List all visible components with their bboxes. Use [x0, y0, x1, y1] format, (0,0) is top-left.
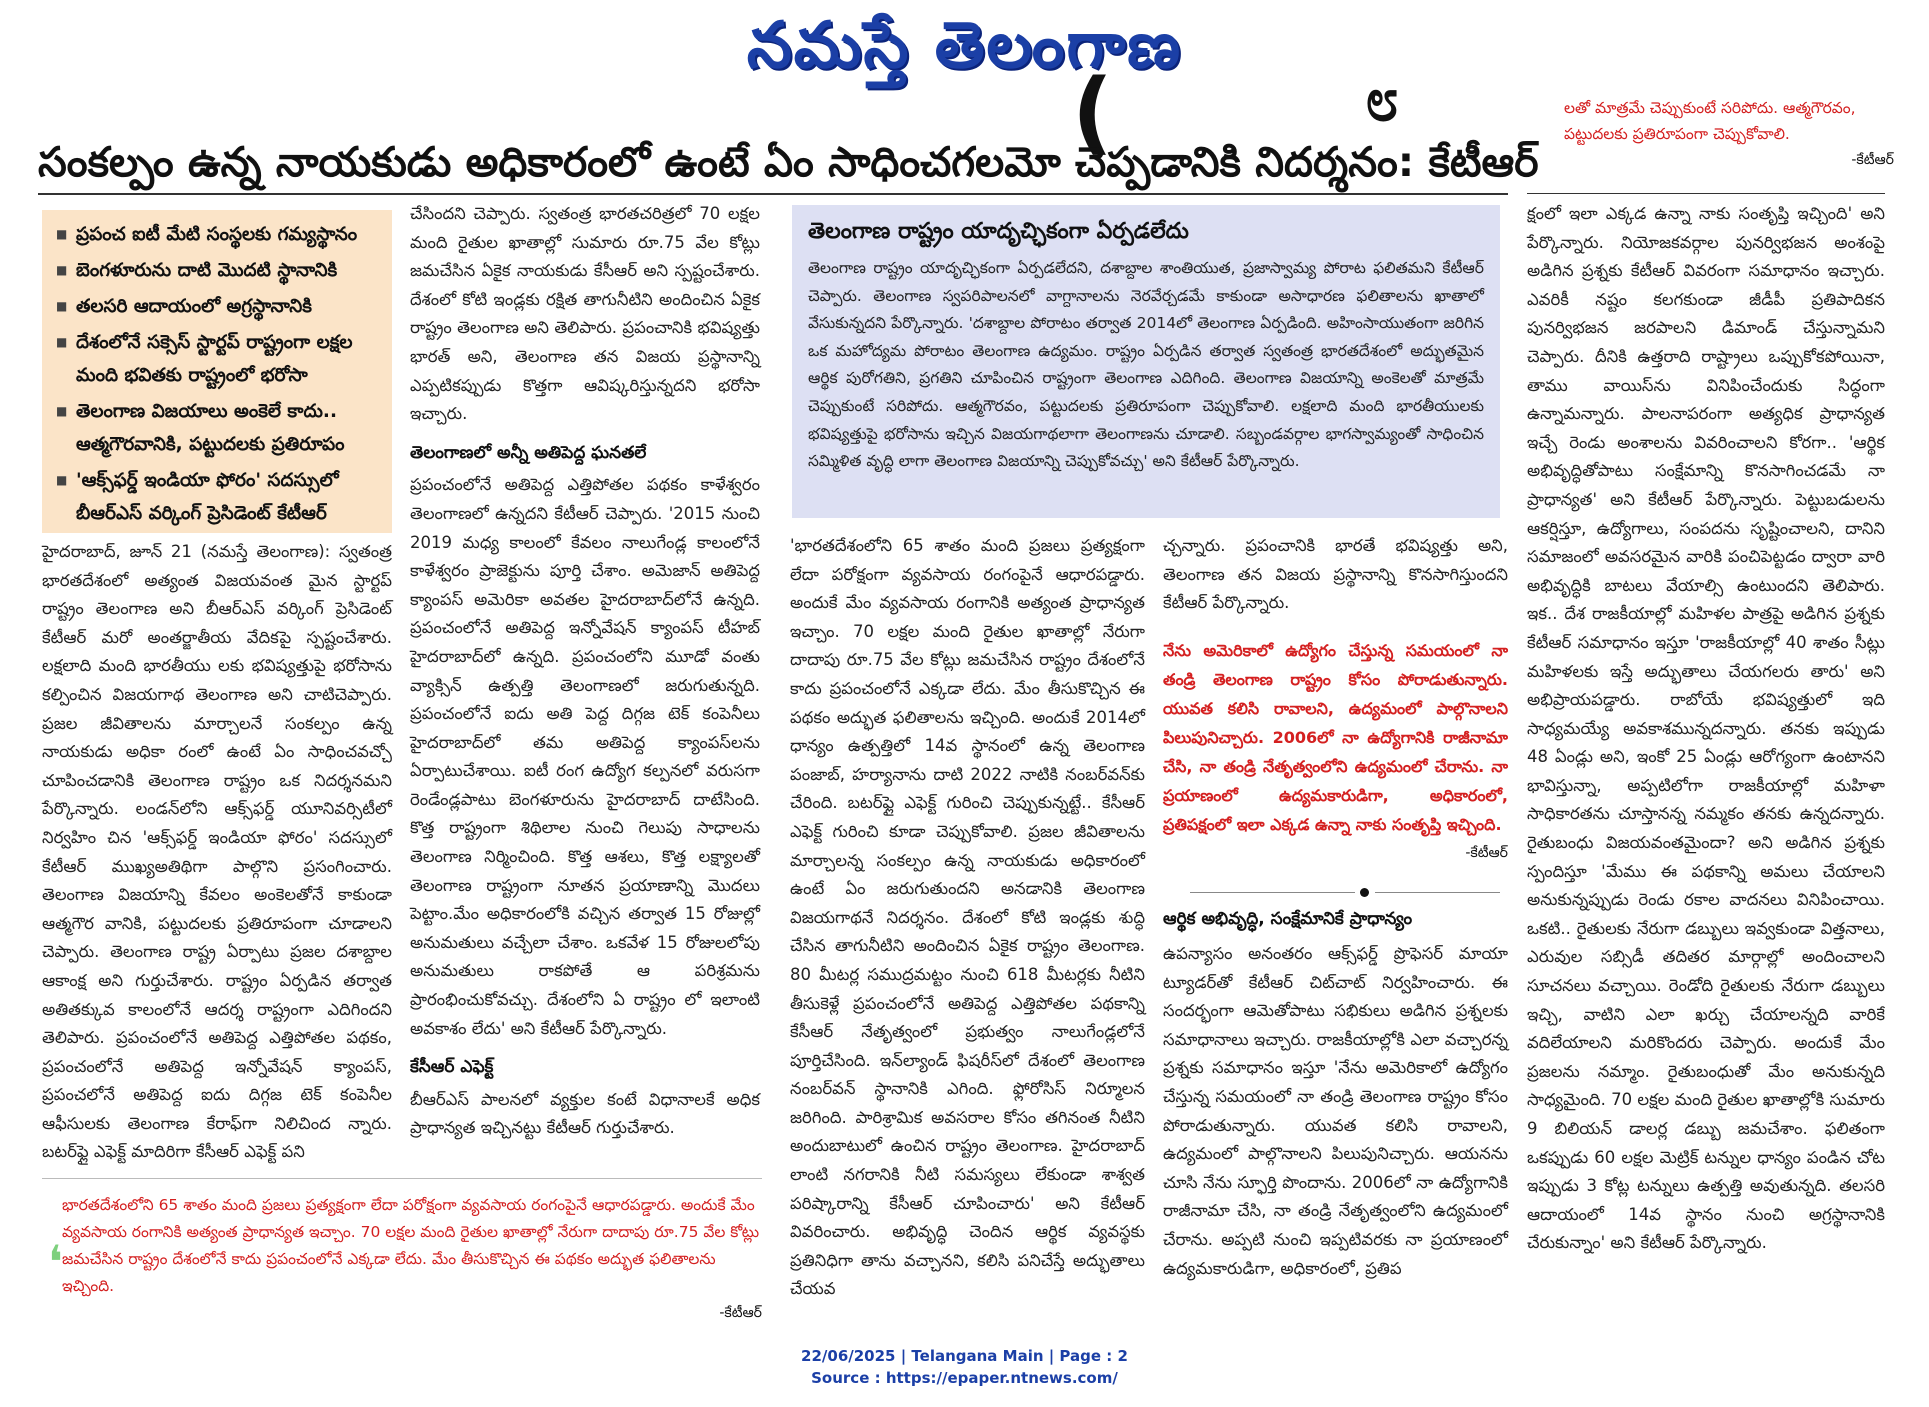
- highlight-item: ■ తలసరి ఆదాయంలో అగ్రస్థానానికి: [56, 290, 382, 323]
- pull-quote-byline: -కేటీఆర్: [1465, 844, 1508, 861]
- section-divider-line-right: [1375, 892, 1500, 893]
- bottom-divider: [42, 1178, 762, 1179]
- headline-divider: [38, 193, 1508, 195]
- article-column-5: క్షంలో ఇలా ఎక్కడ ఉన్నా నాకు సంతృప్తి ఇచ్చింది' అని పేర్కొన్నారు. నియోజకవర్గాల పునర్విభజన అంశంపై అడిగిన ప్రశ్నకు కేటీఆర్ వివరంగా సమాధానం ఇచ్చారు. ఎవరికీ నష్టం కలగకుండా జీడీపీ ప్రతిపాదికన పునర్విభజన జరపాలని డిమాండ్ చేస్తున్నామని చెప్పారు. దీనికి ఉత్తరాది రాష్ట్రాలు ఒప్పుకోకపోయినా, తాము వాయిస్‌ను వినిపించేందుకు సిద్ధంగా ఉన్నామన్నారు. పాలనాపరంగా అత్యధిక ప్రాధాన్యత ఇచ్చే రెండు అంశాలను వివరించాలని కోరగా.. 'ఆర్థిక అభివృద్ధితోపాటు సంక్షేమాన్ని కొనసాగించడమే నా ప్రాధాన్యత' అని కేటీఆర్ పేర్కొన్నారు. పెట్టుబడులను ఆకర్షిస్తూ, ఉద్యోగాలు, సంపదను సృష్టించాలని, దానిని సమాజంలో అవసరమైన వారికి పంచిపెట్టడం ద్వారా వారి అభివృద్ధికి బాటలు వేయాల్సి ఉంటుందని తెలిపారు. ఇక.. దేశ రాజకీయాల్లో మహిళల పాత్రపై అడిగిన ప్రశ్నకు కేటీఆర్ సమాధానం ఇస్తూ 'రాజకీయాల్లో 40 శాతం సీట్లు మహిళలకు ఇస్తే అద్భుతాలు చేయగలరు తారు' అని అభిప్రాయపడ్డారు. రాబోయే భవిష్యత్తులో ఇది సాధ్యమయ్యే అవకాశమున్నదన్నారు. తనకు ఇప్పుడు 48 ఏండ్లు అని, ఇంకో 25 ఏండ్లు ఆరోగ్యంగా ఉంటానని భావిస్తున్నా, అప్పటిలోగా రాజకీయాల్లో మహిళా సాధికారతను చూస్తానన్న నమ్మకం తనకు ఉన్నదన్నారు. రైతుబంధు విజయవంతమైందా? అని అడిగిన ప్రశ్నకు స్పందిస్తూ 'మేము ఈ పథకాన్ని అమలు చేయాలని అనుకున్నప్పుడు రెండు రకాల వాదనలు వినిపించాయి. ఒకటి.. రైతులకు నేరుగా డబ్బులు ఇవ్వకుండా విత్తనాలు, ఎరువుల సబ్సిడీ తదితర మార్గాల్లో అందించాలని సూచనలు వచ్చాయి. రెండోది రైతులకు నేరుగా డబ్బులు ఇచ్చి, వాటిని ఎలా ఖర్చు చేయాలన్నది వారికే వదిలేయాలని మరికొందరు చెప్పారు. అందుకే మేం ప్రజలను నమ్మాం. రైతుబంధుతో మేం అనుకున్నది సాధ్యమైంది. 70 లక్షల మంది రైతుల ఖాతాల్లోకి సుమారు 9 బిలియన్ డాలర్ల డబ్బు జమచేశాం. ఫలితంగా ఒకప్పుడు 60 లక్షల మెట్రిక్ టన్నుల ధాన్యం పండిన చోట ఇప్పుడు 3 కోట్ల టన్నులు ఉత్పత్తి అవుతున్నది. తలసరి ఆదాయంలో 14వ స్థానం నుంచి అగ్రస్థానానికి చేరుకున్నాం' అని కేటీఆర్ పేర్కొన్నారు.: [1527, 204, 1885, 1253]
- column-2-paragraph-1: చేసిందని చెప్పారు. స్వతంత్ర భారతచరిత్రలో 70 లక్షల మంది రైతుల ఖాతాల్లో సుమారు రూ.75 వేల కోట్లు జమచేసిన ఏకైక నాయకుడు కేసీఆర్ అని స్పష్టంచేశారు. దేశంలో కోటి ఇండ్లకు రక్షిత తాగునీటిని అందించిన ఏకైక రాష్ట్రం తెలంగాణ అని తెలిపారు. ప్రపంచానికి భవిష్యత్తు భారత్ అని, తెలంగాణ తన విజయ ప్రస్థానాన్ని ఎప్పటికప్పుడు కొత్తగా ఆవిష్కరిస్తున్నదని భరోసా ఇచ్చారు.: [410, 204, 760, 424]
- bottom-quote-text: భారతదేశంలోని 65 శాతం మంది ప్రజలు ప్రత్యక్షంగా లేదా పరోక్షంగా వ్యవసాయ రంగంపైనే ఆధారపడ్డారు. అందుకే మేం వ్యవసాయ రంగానికి అత్యంత ప్రాధాన్యత ఇచ్చాం. 70 లక్షల మంది రైతుల ఖాతాల్లో నేరుగా దాదాపు రూ.75 వేల కోట్లు జమచేసిన రాష్ట్రం దేశంలోనే కాదు ప్రపంచంలోనే ఎక్కడా లేదు. మేం తీసుకొచ్చిన ఈ పథకం అద్భుత ఫలితాలను ఇచ్చింది.: [62, 1196, 760, 1295]
- column-2-paragraph-2: ప్రపంచంలోనే అతిపెద్ద ఎత్తిపోతల పథకం కాళేశ్వరం తెలంగాణలో ఉన్నదని కేటీఆర్ చెప్పారు. '2015 నుంచి 2019 మధ్య కాలంలో కేవలం నాలుగేండ్ల కాలంలోనే కాళేశ్వరం ప్రాజెక్టును పూర్తి చేశాం. అమెజాన్ అతిపెద్ద క్యాంపస్ అమెరికా అవతల హైదరాబాద్‌లోనే ఉన్నది. ప్రపంచంలోనే అతిపెద్ద ఇన్నోవేషన్ క్యాంపస్ టీహబ్ హైదరాబాద్‌లో ఉన్నది. ప్రపంచంలోని మూడో వంతు వ్యాక్సిన్ ఉత్పత్తి తెలంగాణలో జరుగుతున్నది. ప్రపంచంలోనే ఐదు అతి పెద్ద దిగ్గజ టెక్ కంపెనీలు హైదరాబాద్‌లో తమ అతిపెద్ద క్యాంపస్‌లను ఏర్పాటుచేశాయి. ఐటీ రంగ ఉద్యోగ కల్పనలో వరుసగా రెండేండ్లపాటు బెంగళూరును హైదరాబాద్ దాటేసింది. కొత్త రాష్ట్రంగా శిథిలాల నుంచి గెలుపు సాధాలను తెలంగాణ నిర్మించింది. కొత్త ఆశలు, కొత్త లక్ష్యాలతో తెలంగాణ రాష్ట్రంగా నూతన ప్రయాణాన్ని మొదలు పెట్టాం.మేం అధికారంలోకి వచ్చిన తర్వాత 15 రోజుల్లో అనుమతులు వచ్చేలా చేశాం. ఒకవేళ 15 రోజులలోపు అనుమతులు రాకపోతే ఆ పరిశ్రమను ప్రారంభించుకోవచ్చు. దేశంలోని ఏ రాష్ట్రం లో ఇలాంటి అవకాశం లేదు' అని కేటీఆర్ పేర్కొన్నారు.: [410, 475, 760, 1038]
- quote-mark-icon: ❛: [48, 1235, 63, 1289]
- article-column-3: 'భారతదేశంలోని 65 శాతం మంది ప్రజలు ప్రత్యక్షంగా లేదా పరోక్షంగా వ్యవసాయ రంగంపైనే ఆధారపడ్డారు. అందుకే మేం వ్యవసాయ రంగానికి అత్యంత ప్రాధాన్యత ఇచ్చాం. 70 లక్షల మంది రైతుల ఖాతాల్లో నేరుగా దాదాపు రూ.75 వేల కోట్లు జమచేసిన రాష్ట్రం దేశంలోనే కాదు ప్రపంచంలోనే ఎక్కడా లేదు. మేం తీసుకొచ్చిన ఈ పథకం అద్భుత ఫలితాలను ఇచ్చింది. అందుకే 2014లో ధాన్యం ఉత్పత్తిలో 14వ స్థానంలో ఉన్న తెలంగాణ పంజాబ్, హర్యానాను దాటి 2022 నాటికి నంబర్‌వన్‌కు చేరింది. బటర్‌ఫ్లై ఎఫెక్ట్ గురించి చెప్పుకున్నట్టే.. కేసీఆర్ ఎఫెక్ట్ గురించి కూడా చెప్పుకోవాలి. ప్రజల జీవితాలను మార్చాలన్న సంకల్పం ఉన్న నాయకుడు అధికారంలో ఉంటే ఏం జరుగుతుందని అనడానికి తెలంగాణ విజయగాథనే నిదర్శనం. దేశంలో కోటి ఇండ్లకు శుద్ధి చేసిన తాగునీటిని అందించిన ఏకైక రాష్ట్రం తెలంగాణ. 80 మీటర్ల సముద్రమట్టం నుంచి 618 మీటర్లకు నీటిని తీసుకెళ్లే ప్రపంచంలోనే అతిపెద్ద ఎత్తిపోతల పథకాన్ని కేసీఆర్ నేతృత్వంలో ప్రభుత్వం నాలుగేండ్లలోనే పూర్తిచేసింది. ఇన్‌ల్యాండ్ ఫిషరీస్‌లో దేశంలో తెలంగాణ నంబర్‌వన్ స్థానానికి ఎగింది. ఫ్లోరోసిస్ నిర్మూలన జరిగింది. పారిశ్రామిక అవసరాల కోసం తగినంత నీటిని అందుబాటులో ఉంచిన రాష్ట్రం తెలంగాణ. హైదరాబాద్ లాంటి నగరానికి నీటి సమస్యలు లేకుండా శాశ్వత పరిష్కారాన్ని కేసీఆర్ చూపించారు' అని కేటీఆర్ వివరించారు. అభివృద్ధి చెందిన ఆర్థిక వ్యవస్థకు ప్రతినిధిగా తాను వచ్చానని, కలిసి పనిచేస్తే అద్భుతాలు చేయవ: [790, 536, 1145, 1299]
- main-headline: సంకల్పం ఉన్న నాయకుడు అధికారంలో ఉంటే ఏం సాధించగలమో చెప్పడానికి నిదర్శనం: కేటీఆర్: [38, 138, 1539, 186]
- highlight-item: ■ ప్రపంచ ఐటీ మేటి సంస్థలకు గమ్యస్థానం: [56, 218, 382, 251]
- column-4-paragraph-2: ఉపన్యాసం అనంతరం ఆక్స్‌ఫర్డ్ ప్రొఫెసర్ మాయా ట్యూడర్‌తో కేటీఆర్ చిట్‌చాట్ నిర్వహించారు. ఈ సందర్భంగా ఆమెతోపాటు సభికులు అడిగిన ప్రశ్నలకు సమాధానాలు ఇచ్చారు. రాజకీయాల్లోకి ఎలా వచ్చారన్న ప్రశ్నకు సమాధానం ఇస్తూ 'నేను అమెరికాలో ఉద్యోగం చేస్తున్న సమయంలో నా తండ్రి తెలంగాణ రాష్ట్రం కోసం పోరాడుతున్నారు. యువత కలిసి రావాలని, ఉద్యమంలో పాల్గొనాలని పిలుపునిచ్చారు. ఆయనను చూసి నేను స్ఫూర్తి పొందాను. 2006లో నా ఉద్యోగానికి రాజీనామా చేసి, నా తండ్రి నేతృత్వంలోని ఉద్యమంలో చేరాను. అప్పటి నుంచి ఇప్పటివరకు నా ప్రయాణంలో ఉద్యమకారుడిగా, అధికారంలో, ప్రతిప: [1163, 943, 1508, 1278]
- highlights-list: [56, 218, 382, 530]
- decorative-glyph-left: (: [1072, 60, 1114, 165]
- column-4-paragraph-1: చ్చన్నారు. ప్రపంచానికి భారతే భవిష్యత్తు అని, తెలంగాణ తన విజయ ప్రస్థానాన్ని కొనసాగిస్తుందని కేటీఆర్ పేర్కొన్నారు.: [1163, 536, 1508, 613]
- highlight-item: ■ తెలంగాణ విజయాలు అంకెలే కాదు.. ఆత్మగౌరవానికి, పట్టుదలకు ప్రతిరూపం: [56, 395, 382, 461]
- top-quote-divider: [1527, 193, 1885, 194]
- section-divider-line-left: [1190, 892, 1355, 893]
- subheading-economic-development: ఆర్థిక అభివృద్ధి, సంక్షేమానికే ప్రాధాన్యం: [1163, 909, 1413, 930]
- top-quote: [1564, 95, 1894, 173]
- highlight-item: ■ దేశంలోనే సక్సెస్ స్టార్టప్ రాష్ట్రంగా లక్షల మంది భవితకు రాష్ట్రంలో భరోసా: [56, 326, 382, 392]
- subheading-biggest-achievements: తెలంగాణలో అన్నీ అతిపెద్ద ఘనతలే: [410, 442, 647, 463]
- top-quote-text: లతో మాత్రమే చెప్పుకుంటే సరిపోదు. ఆత్మగౌరవం, పట్టుదలకు ప్రతిరూపంగా చెప్పుకోవాలి.: [1564, 99, 1856, 143]
- footer-source-link[interactable]: Source : https://epaper.ntnews.com/: [811, 1369, 1118, 1387]
- article-column-1: హైదరాబాద్, జూన్ 21 (నమస్తే తెలంగాణ): స్వతంత్ర భారతదేశంలో అత్యంత విజయవంత మైన స్టార్టప్ రాష్ట్రం తెలంగాణ అని బీఆర్‌ఎస్ వర్కింగ్ ప్రెసిడెంట్ కేటీఆర్ మరో అంతర్జాతీయ వేదికపై స్పష్టంచేశారు. లక్షలాది మంది భారతీయు లకు భవిష్యత్తుపై భరోసాను కల్పించిన విజయగాథ తెలంగాణ అని చాటిచెప్పారు. ప్రజల జీవితాలను మార్చాలనే సంకల్పం ఉన్న నాయకుడు అధికా రంలో ఉంటే ఏం సాధించవచ్చో చూపించడానికి తెలంగాణ రాష్ట్రం ఒక నిదర్శనమని పేర్కొన్నారు. లండన్‌లోని ఆక్స్‌ఫర్డ్ యూనివర్సిటీలో నిర్వహిం చిన 'ఆక్స్‌ఫర్డ్ ఇండియా ఫోరం' సదస్సులో కేటీఆర్ ముఖ్యఅతిథిగా పాల్గొని ప్రసంగించారు. తెలంగాణ విజయాన్ని కేవలం అంకెలతోనే కాకుండా ఆత్మగౌర వానికి, పట్టుదలకు ప్రతిరూపంగా చూడాలని చెప్పారు. తెలంగాణ రాష్ట్ర ఏర్పాటు ప్రజల దశాబ్దాల ఆకాంక్ష అని గుర్తుచేశారు. రాష్ట్రం ఏర్పడిన తర్వాత అతితక్కువ కాలంలోనే ఆదర్శ రాష్ట్రంగా ఎదిగిందని తెలిపారు. ప్రపంచంలోనే అతిపెద్ద ఎత్తిపోతల పథకం, ప్రపంచంలోనే అతిపెద్ద ఇన్నోవేషన్ క్యాంపస్, ప్రపంచలోనే అతిపెద్ద ఐదు దిగ్గజ టెక్ కంపెనీల ఆఫీసులకు తెలంగాణ కేరాఫ్‌గా నిలిచింద న్నారు. బటర్‌ఫ్లై ఎఫెక్ట్ మాదిరిగా కేసీఆర్ ఎఫెక్ట్ పని: [42, 542, 392, 1162]
- pull-quote: నేను అమెరికాలో ఉద్యోగం చేస్తున్న సమయంలో నా తండ్రి తెలంగాణ రాష్ట్రం కోసం పోరాడుతున్నారు. యువత కలిసి రావాలని, ఉద్యమంలో పాల్గొనాలని పిలుపునిచ్చారు. 2006లో నా ఉద్యోగానికి రాజీనామా చేసి, నా తండ్రి నేతృత్వంలోని ఉద్యమంలో చేరాను. నా ప్రయాణంలో ఉద్యమకారుడిగా, అధికారంలో, ప్రతిపక్షంలో ఇలా ఎక్కడ ఉన్నా నాకు సంతృప్తి ఇచ్చింది.: [1163, 640, 1508, 834]
- article-column-2: [410, 200, 760, 1143]
- subheading-kcr-effect: కేసీఆర్ ఎఫెక్ట్: [410, 1057, 494, 1078]
- bottom-quote-byline: -కేటీఆర్: [719, 1305, 762, 1321]
- decorative-glyph-right: ೮: [1365, 65, 1399, 135]
- column-2-paragraph-3: బీఆర్‌ఎస్ పాలనలో వ్యక్తుల కంటే విధానాలకే అధిక ప్రాధాన్యత ఇచ్చినట్టు కేటీఆర్ గుర్తుచేశారు.: [410, 1089, 760, 1138]
- newspaper-masthead: నమస్తే తెలంగాణ: [746, 8, 1183, 83]
- highlight-box-telangana: [792, 205, 1500, 518]
- footer-date-edition: 22/06/2025 | Telangana Main | Page : 2: [801, 1347, 1128, 1365]
- article-column-4: [1163, 532, 1508, 1283]
- section-divider-dot: [1360, 888, 1369, 897]
- highlights-box: [42, 210, 392, 533]
- highlight-item: ■ బెంగళూరును దాటి మొదటి స్థానానికి: [56, 254, 382, 287]
- page-footer: [0, 1345, 1929, 1389]
- box-title: తెలంగాణ రాష్ట్రం యాదృచ్ఛికంగా ఏర్పడలేదు: [808, 219, 1189, 244]
- box-body: తెలంగాణ రాష్ట్రం యాదృచ్ఛికంగా ఏర్పడలేదని, దశాబ్దాల శాంతియుత, ప్రజాస్వామ్య పోరాట ఫలితమని కేటీఆర్ చెప్పారు. తెలంగాణ స్వపరిపాలనలో వాగ్దానాలను నెరవేర్చడమే కాకుండా అసాధారణ ఫలితాలను ఖాతాలో వేసుకున్నదని పేర్కొన్నారు. 'దశాబ్దాల పోరాటం తర్వాత 2014లో తెలంగాణ ఏర్పడింది. అహింసాయుతంగా జరిగిన ఒక మహోద్యమ పోరాటం తెలంగాణ ఉద్యమం. రాష్ట్రం ఏర్పడిన తర్వాత స్వతంత్ర భారతదేశంలో అద్భుతమైన ఆర్థిక పురోగతిని, ప్రగతిని చూపించిన రాష్ట్రంగా తెలంగాణ ఎదిగింది. తెలంగాణ విజయాన్ని అంకెలతో మాత్రమే చెప్పుకుంటే సరిపోదు. ఆత్మగౌరవం, పట్టుదలకు ప్రతిరూపంగా చెప్పుకోవాలి. లక్షలాది మంది భారతీయులకు భవిష్యత్తుపై భరోసాను ఇచ్చిన విజయగాథలాగా తెలంగాణను చూడాలి. సబ్బండవర్గాల భాగస్వామ్యంతో సాధించిన సమ్మిళిత వృద్ధి లాగా తెలంగాణ విజయాన్ని చెప్పుకోవచ్చు' అని కేటీఆర్ పేర్కొన్నారు.: [808, 259, 1484, 471]
- bottom-pull-quote: [62, 1192, 762, 1327]
- top-quote-byline: -కేటీఆర్: [1851, 152, 1894, 168]
- highlight-item: ■ 'ఆక్స్‌ఫర్డ్ ఇండియా ఫోరం' సదస్సులో బీఆర్‌ఎస్ వర్కింగ్ ప్రెసిడెంట్ కేటీఆర్: [56, 464, 382, 530]
